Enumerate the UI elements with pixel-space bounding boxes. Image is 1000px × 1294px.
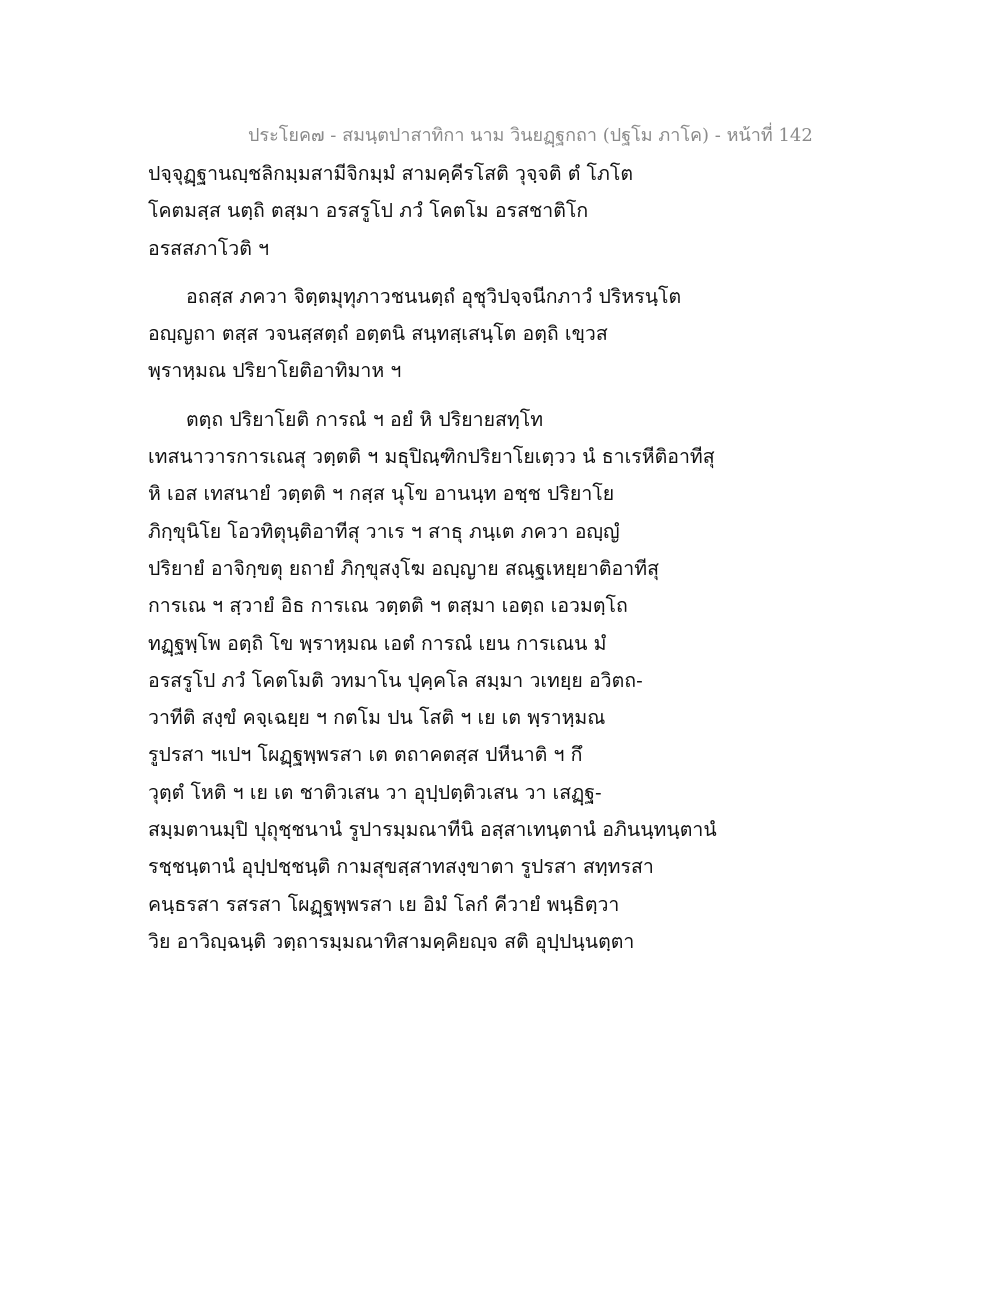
paragraph-1: [148, 155, 708, 267]
text-line: วาทีติ สงฺขํ คจฺเฉยฺย ฯ กตโม ปน โสติ ฯ เย เต พฺราหฺมณ: [148, 706, 606, 730]
text-line: สมฺมตานมฺปิ ปุถุชฺชนานํ รูปารมฺมณาทีนิ อสฺสาเทนฺตานํ อภินนฺทนฺตานํ: [148, 818, 717, 842]
text-line: คนฺธรสา รสรสา โผฏฺฐพฺพรสา เย อิมํ โลกํ คีวายํ พนฺธิตฺวา: [148, 892, 620, 916]
text-line: เทสนาวารการเณสุ วตฺตติ ฯ มธุปิณฺฑิกปริยาโยเตฺวว นํ ธาเรหีติอาทีสุ: [148, 445, 715, 469]
text-line: ปริยายํ อาจิกฺขตุ ยถายํ ภิกฺขุสงฺโฆ อญฺญาย สณฺฐเหยฺยาติอาทีสุ: [148, 556, 659, 580]
body-text: [148, 155, 717, 960]
text-line: ปจฺจุฏฺฐานญฺชลิกมฺมสามีจิกมฺมํ สามคฺคีรโสติ วุจฺจติ ตํ โภโต: [148, 162, 634, 185]
text-line: อรสรูโป ภวํ โคตโมติ วทมาโน ปุคฺคโล สมฺมา วเทยฺย อวิตถ-: [148, 668, 643, 692]
text-line: โคตมสฺส นตฺถิ ตสฺมา อรสรูโป ภวํ โคตโม อรสชาติโก: [148, 199, 589, 223]
text-line: หิ เอส เทสนายํ วตฺตติ ฯ กสฺส นุโข อานนฺท อชฺช ปริยาโย: [148, 482, 615, 506]
text-line: ทฏฺฐพฺโพ อตฺถิ โข พฺราหฺมณ เอตํ การณํ เยน การเณน มํ: [148, 631, 607, 655]
text-line: อรสสภาโวติ ฯ: [148, 236, 270, 260]
paragraph-2: [148, 278, 708, 390]
text-line: อถสฺส ภควา จิตฺตมุทุภาวชนนตฺถํ อุชุวิปจฺจนีกภาวํ ปริหรนฺโต: [186, 284, 682, 308]
text-line: วุตฺตํ โหติ ฯ เย เต ชาติวเสน วา อุปฺปตฺติวเสน วา เสฏฺฐ-: [148, 780, 602, 804]
text-line: อญฺญถา ตสฺส วจนสฺสตฺถํ อตฺตนิ สนฺทสฺเสนฺโต อตฺถิ เขฺวส: [148, 322, 608, 346]
text-line: รชฺชนฺตานํ อุปฺปชฺชนฺติ กามสุขสฺสาทสงฺขาตา รูปรสา สทฺทรสา: [148, 855, 654, 879]
text-line: ภิกฺขุนิโย โอวทิตุนฺติอาทีสุ วาเร ฯ สาธุ ภนฺเต ภควา อญฺญํ: [148, 519, 620, 543]
paragraph-3: [148, 401, 717, 960]
text-line: การเณ ฯ สฺวายํ อิธ การเณ วตฺตติ ฯ ตสฺมา เอตฺถ เอวมตฺโถ: [148, 594, 628, 618]
text-line: พฺราหฺมณ ปริยาโยติอาทิมาห ฯ: [148, 359, 402, 383]
text-line: รูปรสา ฯเปฯ โผฏฺฐพฺพรสา เต ตถาคตสฺส ปหีนาติ ฯ กึ: [148, 743, 583, 767]
running-header: ประโยค๗ - สมนฺตปาสาทิกา นาม วินยฏฺฐกถา (ปฐโม ภาโค) - หน้าที่ 142: [248, 125, 813, 146]
text-line: วิย อาวิญฺฉนฺติ วตฺถารมฺมณาทิสามคฺคิยญฺจ สติ อุปฺปนฺนตฺตา: [148, 929, 635, 953]
text-line: ตตฺถ ปริยาโยติ การณํ ฯ อยํ หิ ปริยายสทฺโท: [186, 407, 544, 431]
